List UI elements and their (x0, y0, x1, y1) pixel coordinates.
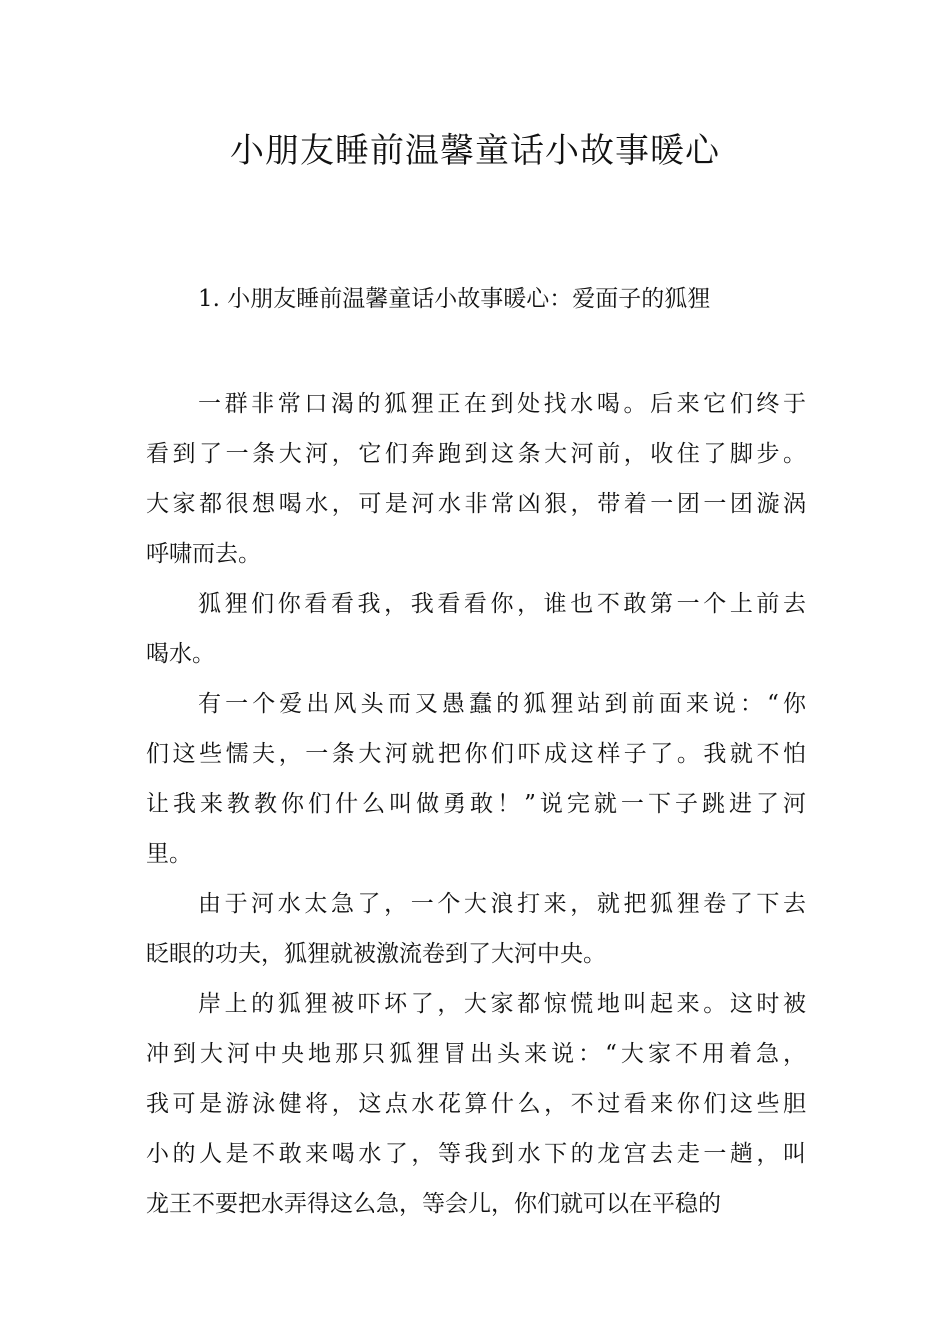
paragraph-line: 我可是游泳健将，这点水花算什么，不过看来你们这些胆 (146, 1091, 806, 1117)
story-paragraph (146, 379, 806, 579)
paragraph-line: 冲到大河中央地那只狐狸冒出头来说：“大家不用着急， (146, 1041, 806, 1067)
story-paragraph (146, 579, 806, 679)
paragraph-line: 眨眼的功夫，狐狸就被激流卷到了大河中央。 (146, 941, 606, 967)
paragraph-line: 大家都很想喝水，可是河水非常凶狠，带着一团一团漩涡 (146, 491, 806, 517)
paragraph-line: 呼啸而去。 (146, 541, 261, 567)
paragraph-line: 们这些懦夫，一条大河就把你们吓成这样子了。我就不怕 (146, 741, 806, 767)
paragraph-line: 岸上的狐狸被吓坏了，大家都惊慌地叫起来。这时被 (198, 991, 806, 1017)
document-title: 小朋友睡前温馨童话小故事暖心 (230, 131, 720, 171)
paragraph-line: 让我来教教你们什么叫做勇敢！”说完就一下子跳进了河 (146, 791, 806, 817)
section-heading: 1. 小朋友睡前温馨童话小故事暖心：爱面子的狐狸 (198, 286, 711, 312)
story-paragraph (146, 979, 806, 1229)
paragraph-line: 小的人是不敢来喝水了，等我到水下的龙宫去走一趟，叫 (146, 1141, 806, 1167)
paragraph-line: 一群非常口渴的狐狸正在到处找水喝。后来它们终于 (198, 391, 806, 417)
paragraph-line: 喝水。 (146, 641, 215, 667)
paragraph-line: 狐狸们你看看我，我看看你，谁也不敢第一个上前去 (198, 591, 806, 617)
paragraph-line: 有一个爱出风头而又愚蠢的狐狸站到前面来说：“你 (198, 691, 806, 717)
paragraph-line: 由于河水太急了，一个大浪打来，就把狐狸卷了下去 (198, 891, 806, 917)
story-paragraph (146, 679, 806, 879)
story-paragraph (146, 879, 806, 979)
paragraph-line: 看到了一条大河，它们奔跑到这条大河前，收住了脚步。 (146, 441, 806, 467)
paragraph-line: 里。 (146, 841, 192, 867)
story-body (146, 379, 806, 1229)
paragraph-line: 龙王不要把水弄得这么急，等会儿，你们就可以在平稳的 (146, 1191, 721, 1217)
